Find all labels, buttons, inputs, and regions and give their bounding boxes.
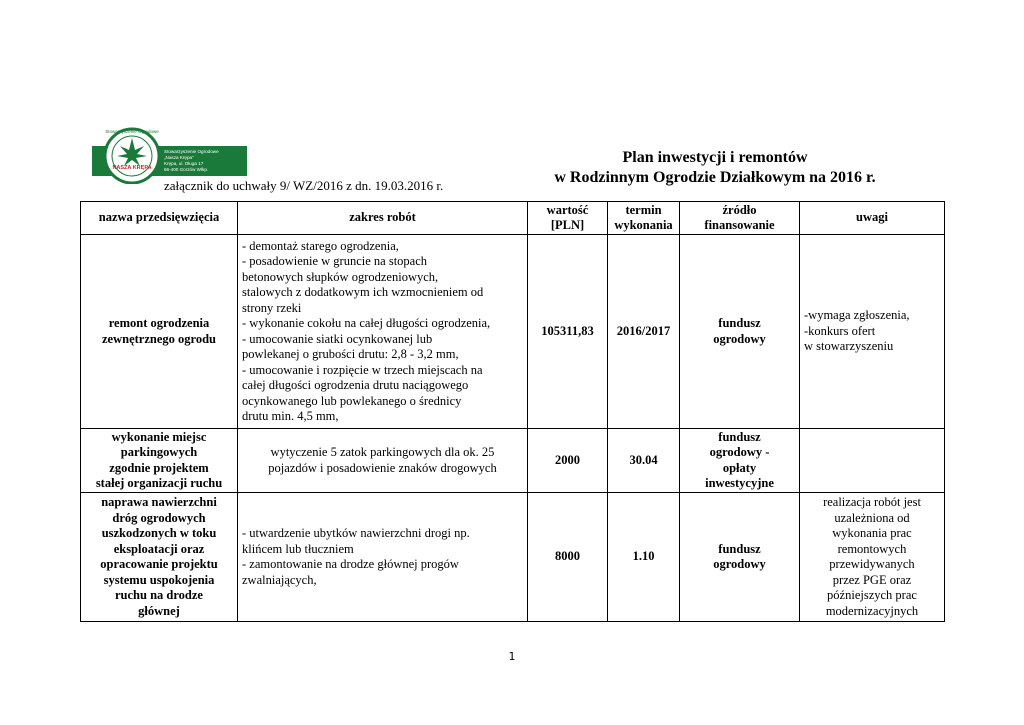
cell-notes [800,235,945,429]
logo-emblem-name: NASZA KRĘPA [112,165,152,171]
cell-term: 2016/2017 [608,235,680,429]
cell-line: ogrodowy [713,557,766,571]
cell-line: przez PGE oraz [832,572,912,587]
header-notes: uwagi [800,202,945,235]
cell-name [81,235,238,429]
table-row [81,235,945,429]
cell-line: pojazdów i posadowienie znaków drogowych [268,460,497,475]
cell-scope [238,235,528,429]
cell-line: - zamontowanie na drodze głównej progów [242,557,459,571]
header-scope: zakres robót [238,202,528,235]
cell-term: 1.10 [608,493,680,622]
title-line-1: Plan inwestycji i remontów [622,149,808,166]
table-row [81,429,945,493]
cell-line: -wymaga zgłoszenia, [804,308,910,323]
cell-line: wykonania prac [832,526,912,540]
cell-line: późniejszych prac [827,588,917,602]
cell-line: opracowanie projektu [100,557,218,571]
logo-graphic [92,124,247,184]
cell-line: ogrodowy - [709,445,770,459]
cell-line: remontowych [837,541,907,556]
cell-line: - umocowanie i rozpięcie w trzech miejscach na [242,362,483,377]
cell-name [81,493,238,622]
table-header-row [81,202,945,235]
cell-line: stalowych z dodatkowym ich wzmocnieniem od [242,285,484,299]
cell-line: - umocowanie siatki ocynkowanej lub [242,331,433,346]
cell-line: fundusz [718,541,761,556]
cell-line: - utwardzenie ubytków nawierzchni drogi np. [242,526,470,540]
cell-line: -konkurs ofert [804,323,876,338]
cell-line: ruchu na drodze [115,588,203,602]
cell-line: strony rzeki [242,300,302,315]
cell-line: remont ogrodzenia [108,316,210,330]
cell-line: zgodnie projektem [109,460,209,475]
cell-line: naprawa nawierzchni [101,495,217,509]
header-value [528,202,608,235]
header-source-line: finansowanie [704,218,775,232]
cell-term: 30.04 [608,429,680,493]
cell-line: inwestycyjne [705,476,774,490]
header-term-line: wykonania [614,218,673,232]
cell-line: opłaty [722,460,757,475]
header-source [680,202,800,235]
cell-notes [800,493,945,622]
cell-line: uszkodzonych w toku [101,526,217,540]
cell-line: klińcem lub tłuczniem [242,541,354,556]
cell-line: fundusz [718,429,761,444]
logo-emblem-text: Stowarzyszenie Ogrodowe [105,129,159,134]
cell-scope [238,493,528,622]
header-term-line: termin [625,202,662,217]
cell-line: głównej [138,603,180,618]
cell-line: modernizacyjnych [825,603,919,618]
cell-line: powlekanej o grubości drutu: 2,8 - 3,2 mm, [242,347,459,361]
cell-line: przewidywanych [829,557,915,571]
cell-line: zewnętrznego ogrodu [102,331,216,346]
cell-line: zwalniających, [242,572,317,587]
cell-line: w stowarzyszeniu [804,339,894,354]
header-term [608,202,680,235]
header-value-line: wartość [546,202,589,217]
page-number: 1 [508,650,516,663]
title-line-2: w Rodzinnym Ogrodzie Działkowym na 2016 r. [554,169,876,186]
cell-line: drutu min. 4,5 mm, [242,409,339,423]
logo-caption-line: Krępa, ul. Długa 17 [164,161,204,166]
cell-source [680,429,800,493]
cell-line: systemu uspokojenia [103,572,215,587]
cell-line: parkingowych [120,445,198,459]
cell-line: ogrodowy [713,331,766,346]
header-value-line: [PLN] [550,218,585,232]
organization-logo [92,124,247,184]
cell-line: uzależniona od [834,510,910,525]
cell-line: eksploatacji oraz [113,541,205,556]
logo-caption-line: „Nasza Krępa" [164,155,194,160]
header-source-line: źródło [722,202,757,217]
cell-scope [238,429,528,493]
cell-value: 2000 [528,429,608,493]
cell-line: wytyczenie 5 zatok parkingowych dla ok. 25 [270,445,495,459]
cell-line: realizacja robót jest [823,495,921,509]
cell-source [680,493,800,622]
cell-name [81,429,238,493]
document-title [540,148,890,188]
cell-line: betonowych słupków ogrodzeniowych, [242,269,439,284]
cell-line: ocynkowanego lub powlekanego o średnicy [242,393,462,408]
cell-line: stałej organizacji ruchu [95,476,223,490]
cell-line: fundusz [718,316,761,330]
cell-value: 8000 [528,493,608,622]
cell-line: - demontaż starego ogrodzenia, [242,238,399,253]
table-row [81,493,945,622]
cell-line: wykonanie miejsc [111,429,207,444]
investment-plan-table [80,201,945,622]
annex-note: załącznik do uchwały 9/ WZ/2016 z dn. 19.03.2016 r. [164,178,444,193]
cell-value: 105311,83 [528,235,608,429]
cell-line: - posadowienie w gruncie na stopach [242,254,428,268]
header-name: nazwa przedsięwzięcia [81,202,238,235]
logo-caption-line: Stowarzyszenie Ogrodowe [164,149,219,154]
cell-line: całej długości ogrodzenia drutu naciągowego [242,378,469,392]
logo-caption-line: 66-400 Gorzów Wlkp. [164,167,209,172]
cell-notes [800,429,945,493]
cell-line: - wykonanie cokołu na całej długości ogrodzenia, [242,316,491,330]
cell-source [680,235,800,429]
cell-line: dróg ogrodowych [112,510,206,525]
